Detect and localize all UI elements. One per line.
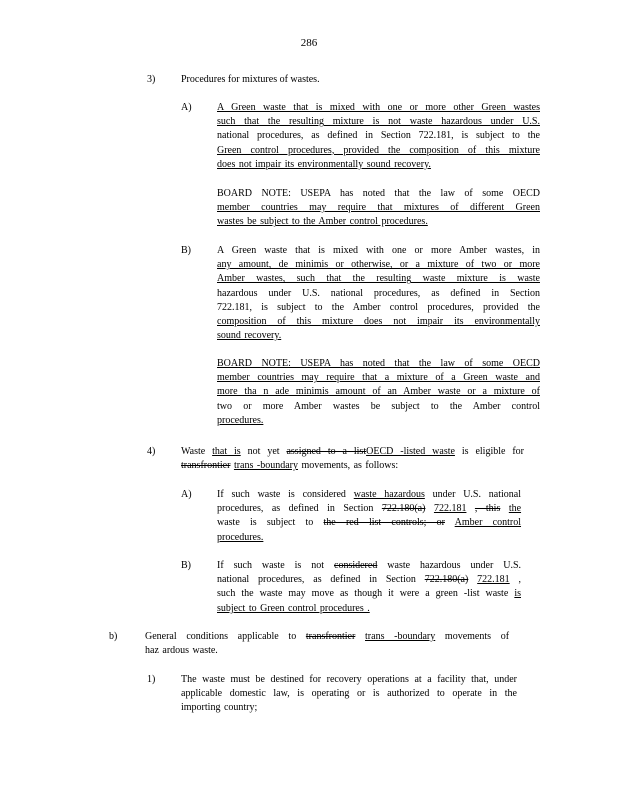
text-line: procedures. xyxy=(217,414,264,426)
paragraph-4b xyxy=(217,559,521,616)
section-label-b: b) xyxy=(109,631,118,642)
text-line: haz ardous waste. xyxy=(145,645,218,657)
paragraph-4a xyxy=(217,488,521,545)
text-line: 722.181, is subject to the Amber control procedures, provided the xyxy=(217,301,540,313)
board-note-3a xyxy=(217,187,540,230)
text-line: sound recovery. xyxy=(217,330,282,342)
text-line: A Green waste that is mixed with one or more other Green wastes xyxy=(217,102,540,113)
item-heading-3: Procedures for mixtures of wastes. xyxy=(181,74,320,85)
board-note-3b xyxy=(217,357,540,428)
text-line: Amber wastes, such that the resulting waste mixture is waste xyxy=(217,273,540,285)
subitem-label-3a: A) xyxy=(181,102,192,113)
text-line: such that the resulting mixture is not waste hazardous under U.S. xyxy=(217,116,540,128)
text-line: A Green waste that is mixed with one or more Amber wastes, in xyxy=(217,245,540,256)
text-line: does not impair its environmentally sound recovery. xyxy=(217,158,431,170)
text-line: applicable domestic law, is operating or is authorized to operate in the xyxy=(181,688,517,700)
text-line: two or more Amber wastes be subject to the Amber control xyxy=(217,400,540,412)
text-line: The waste must be destined for recovery operations at a facility that, under xyxy=(181,674,517,685)
paragraph-3a xyxy=(217,101,540,172)
text-line: BOARD NOTE: USEPA has noted that the law of some OECD xyxy=(217,358,540,369)
item-label-3: 3) xyxy=(147,74,156,85)
paragraph-b1 xyxy=(181,673,517,716)
text-line: more tha n ade minimis amount of an Amber waste or a mixture of xyxy=(217,386,540,398)
paragraph-4 xyxy=(181,445,524,473)
subitem-label-4a: A) xyxy=(181,489,192,500)
text-line: such the waste may move as though it were a green -list waste is xyxy=(217,588,521,600)
subitem-label-3b: B) xyxy=(181,245,191,256)
text-line: waste is subject to the red list controls; or Amber control xyxy=(217,517,522,529)
item-label-b1: 1) xyxy=(147,674,156,685)
text-line: wastes be subject to the Amber control procedures. xyxy=(217,216,428,228)
item-label-4: 4) xyxy=(147,446,156,457)
text-line: General conditions applicable to transfrontier trans -boundary movements of xyxy=(145,631,510,642)
section-heading-b xyxy=(145,630,509,658)
text-line: Green control procedures, provided the composition of this mixture xyxy=(217,144,540,156)
text-line: composition of this mixture does not impair its environmentally xyxy=(217,316,540,328)
text-line: If such waste is considered waste hazardous under U.S. national xyxy=(217,489,521,500)
text-line: procedures, as defined in Section 722.180(a) 722.181 , this the xyxy=(217,503,522,515)
text-line: transfrontier trans -boundary movements, as follows: xyxy=(181,460,399,472)
text-line: hazardous under U.S. national procedures, as defined in Section xyxy=(217,287,540,299)
text-line: member countries may require that a mixture of a Green waste and xyxy=(217,372,540,384)
text-line: subject to Green control procedures . xyxy=(217,602,370,614)
paragraph-3b xyxy=(217,244,540,343)
text-line: BOARD NOTE: USEPA has noted that the law of some OECD xyxy=(217,188,540,199)
text-line: procedures. xyxy=(217,531,264,543)
text-line: any amount, de minimis or otherwise, or a mixture of two or more xyxy=(217,259,540,271)
text-line: member countries may require that mixtures of different Green xyxy=(217,202,540,214)
subitem-label-4b: B) xyxy=(181,560,191,571)
text-line: national procedures, as defined in Section 722.180(a) 722.181 , xyxy=(217,574,522,586)
text-line: importing country; xyxy=(181,702,258,714)
text-line: national procedures, as defined in Section 722.181, is subject to the xyxy=(217,130,540,142)
text-line: If such waste is not considered waste hazardous under U.S. xyxy=(217,560,522,571)
text-line: Waste that is not yet assigned to a listOECD -listed waste is eligible for xyxy=(181,446,525,457)
page-number: 286 xyxy=(300,37,318,49)
